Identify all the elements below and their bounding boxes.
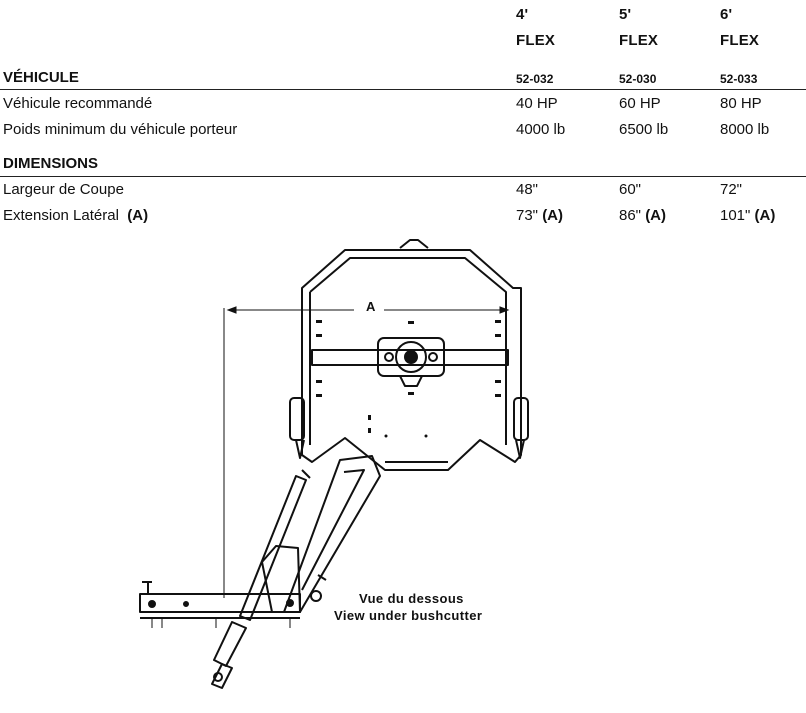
- width-value-4: 48": [516, 181, 539, 198]
- model-size-6: 6': [720, 6, 733, 23]
- extension-number-6: 101": [720, 207, 751, 224]
- lateral-extension-ref: (A): [127, 207, 149, 224]
- model-code-5: 52-030: [619, 72, 657, 86]
- extension-ref-6: (A): [754, 207, 776, 224]
- model-code-4: 52-032: [516, 72, 554, 86]
- section-title-vehicle: VÉHICULE: [3, 69, 79, 86]
- model-size-4: 4': [516, 6, 529, 23]
- width-value-5: 60": [619, 181, 642, 198]
- model-name-4: FLEX: [516, 32, 556, 49]
- weight-value-6: 8000 lb: [720, 121, 770, 138]
- extension-ref-4: (A): [542, 207, 564, 224]
- model-name-6: FLEX: [720, 32, 760, 49]
- extension-number-4: 73": [516, 207, 539, 224]
- section-title-dimensions: DIMENSIONS: [3, 155, 99, 172]
- hp-value-4: 40 HP: [516, 95, 558, 112]
- extension-number-5: 86": [619, 207, 642, 224]
- dimension-label-a: A: [366, 299, 376, 314]
- extension-ref-5: (A): [645, 207, 667, 224]
- caption-english: View under bushcutter: [334, 608, 483, 623]
- weight-value-4: 4000 lb: [516, 121, 566, 138]
- caption-french: Vue du dessous: [359, 591, 464, 606]
- width-value-6: 72": [720, 181, 743, 198]
- hp-value-5: 60 HP: [619, 95, 661, 112]
- model-name-5: FLEX: [619, 32, 659, 49]
- model-size-5: 5': [619, 6, 632, 23]
- row-label-min-weight: Poids minimum du véhicule porteur: [3, 121, 238, 138]
- hp-value-6: 80 HP: [720, 95, 762, 112]
- model-code-6: 52-033: [720, 72, 758, 86]
- row-label-recommended: Véhicule recommandé: [3, 95, 153, 112]
- lateral-extension-text: Extension Latéral: [3, 207, 119, 224]
- row-label-cut-width: Largeur de Coupe: [3, 181, 124, 198]
- weight-value-5: 6500 lb: [619, 121, 669, 138]
